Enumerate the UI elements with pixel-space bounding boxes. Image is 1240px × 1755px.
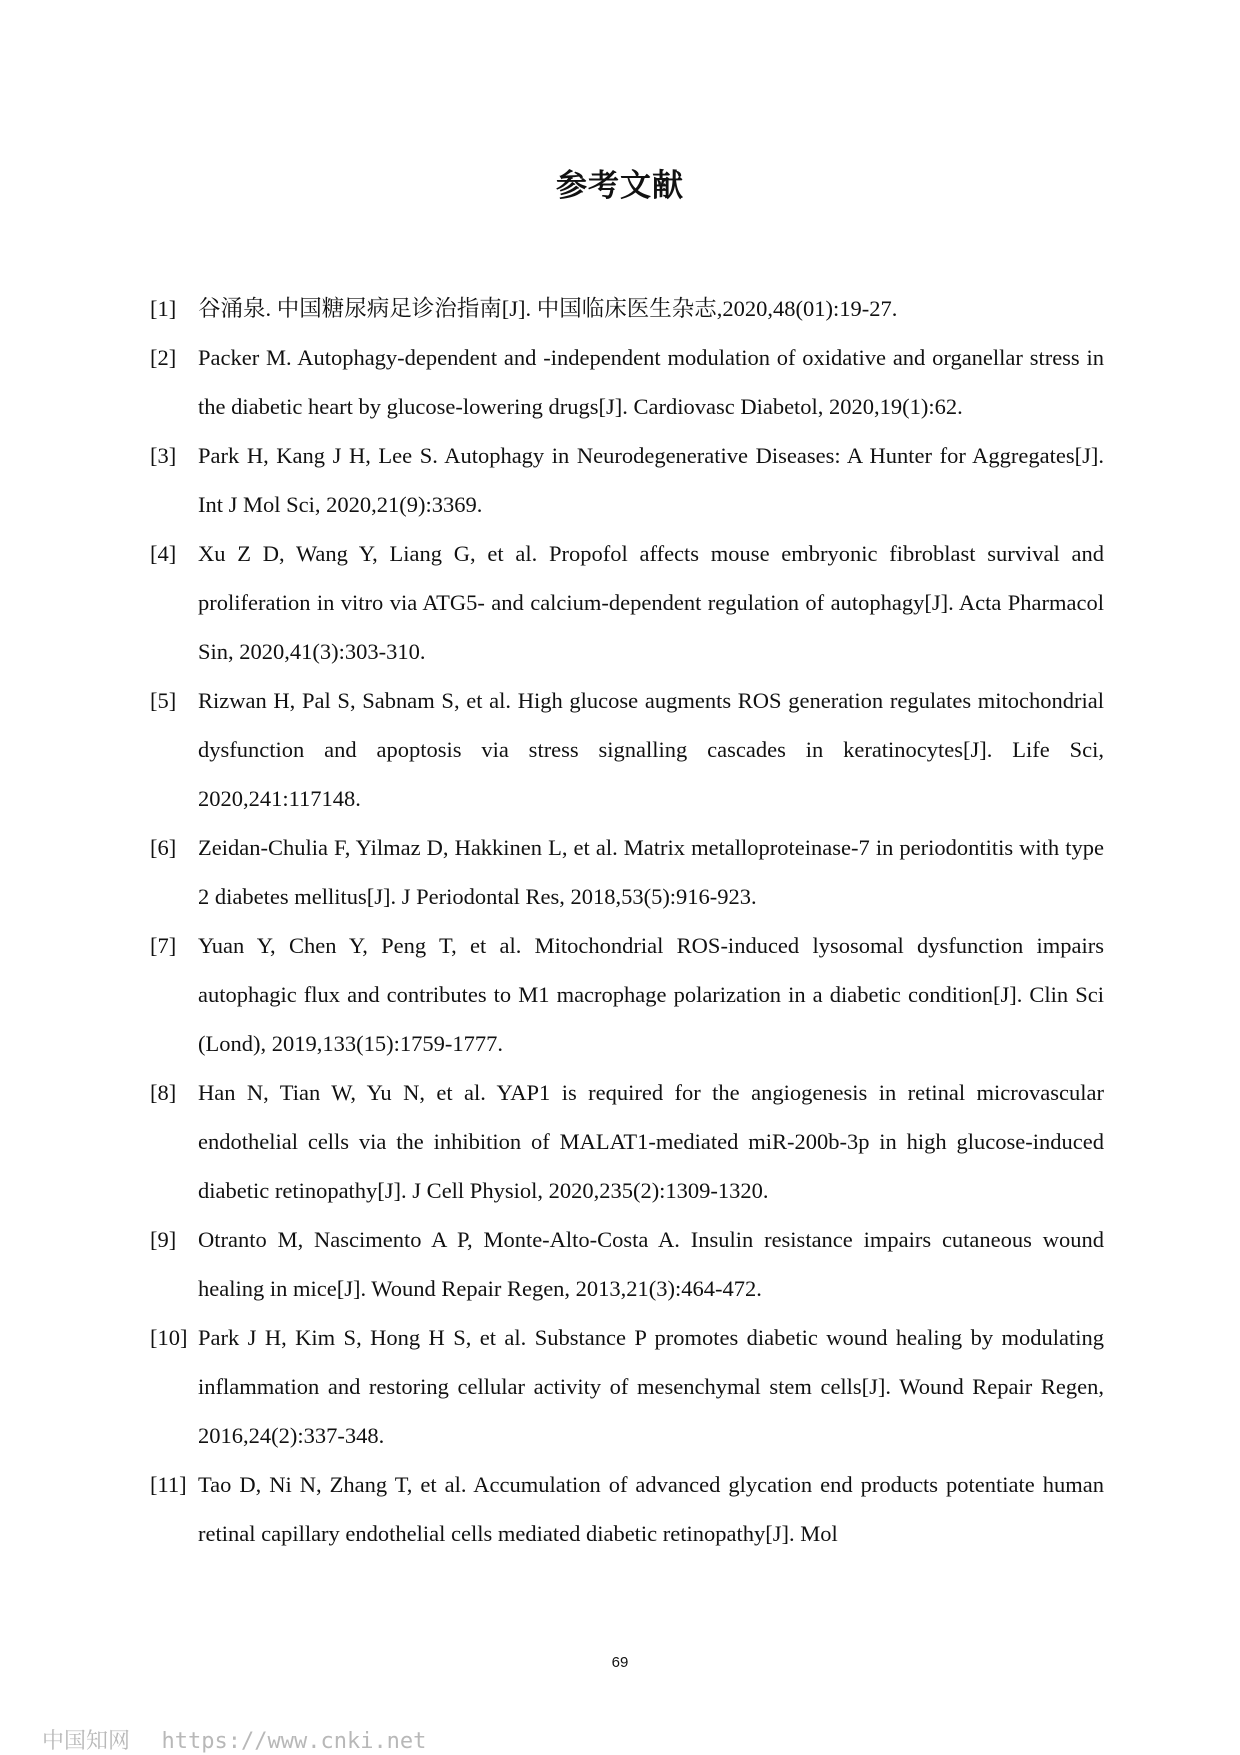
reference-number: [3] [150,443,177,468]
reference-number: [7] [150,933,177,958]
reference-text: Rizwan H, Pal S, Sabnam S, et al. High glucose augments ROS generation regulates mitochondrial dysfunction and apoptosis via stress signalling cascades in keratinocytes[J]. Life Sci, 2020,241:117148. [198,688,1104,811]
reference-number: [5] [150,688,177,713]
reference-item [150,823,1104,921]
reference-text: 谷涌泉. 中国糖尿病足诊治指南[J]. 中国临床医生杂志,2020,48(01):19-27. [198,296,898,321]
reference-text: Yuan Y, Chen Y, Peng T, et al. Mitochondrial ROS-induced lysosomal dysfunction impairs autophagic flux and contributes to M1 macrophage polarization in a diabetic condition[J]. Clin Sci (Lond), 2019,133(15):1759-1777. [198,933,1104,1056]
reference-number: [6] [150,835,177,860]
reference-text: Tao D, Ni N, Zhang T, et al. Accumulation of advanced glycation end products potentiate human retinal capillary endothelial cells mediated diabetic retinopathy[J]. Mol [198,1472,1104,1546]
reference-text: Park J H, Kim S, Hong H S, et al. Substance P promotes diabetic wound healing by modulating inflammation and restoring cellular activity of mesenchymal stem cells[J]. Wound Repair Regen, 2016,24(2):337-348. [198,1325,1104,1448]
reference-item [150,1460,1104,1558]
reference-number: [11] [150,1472,187,1497]
reference-item [150,1313,1104,1460]
reference-list [150,284,1104,1558]
reference-number: [10] [150,1325,188,1350]
reference-text: Otranto M, Nascimento A P, Monte-Alto-Costa A. Insulin resistance impairs cutaneous wound healing in mice[J]. Wound Repair Regen, 2013,21(3):464-472. [198,1227,1104,1301]
reference-number: [2] [150,345,177,370]
reference-number: [8] [150,1080,177,1105]
reference-text: Zeidan-Chulia F, Yilmaz D, Hakkinen L, et al. Matrix metalloproteinase-7 in periodontitis with type 2 diabetes mellitus[J]. J Periodontal Res, 2018,53(5):916-923. [198,835,1104,909]
reference-number: [9] [150,1227,177,1252]
reference-item [150,333,1104,431]
reference-number: [4] [150,541,177,566]
reference-text: Park H, Kang J H, Lee S. Autophagy in Neurodegenerative Diseases: A Hunter for Aggregates[J]. Int J Mol Sci, 2020,21(9):3369. [198,443,1104,517]
reference-item [150,1068,1104,1215]
reference-item [150,921,1104,1068]
page-number: 69 [611,1654,629,1671]
reference-text: Han N, Tian W, Yu N, et al. YAP1 is required for the angiogenesis in retinal microvascular endothelial cells via the inhibition of MALAT1-mediated miR-200b-3p in high glucose-induced diabetic retinopathy[J]. J Cell Physiol, 2020,235(2):1309-1320. [198,1080,1104,1203]
reference-item [150,284,1104,333]
reference-item [150,1215,1104,1313]
reference-item [150,529,1104,676]
watermark-brand: 中国知网 [42,1729,131,1754]
watermark [42,1724,426,1755]
reference-text: Xu Z D, Wang Y, Liang G, et al. Propofol affects mouse embryonic fibroblast survival and proliferation in vitro via ATG5- and calcium-dependent regulation of autophagy[J]. Acta Pharmacol Sin, 2020,41(3):303-310. [198,541,1104,664]
watermark-url: https://www.cnki.net [161,1729,427,1754]
page-title: 参考文献 [556,168,684,204]
reference-text: Packer M. Autophagy-dependent and -independent modulation of oxidative and organellar stress in the diabetic heart by glucose-lowering drugs[J]. Cardiovasc Diabetol, 2020,19(1):62. [198,345,1104,419]
reference-number: [1] [150,296,177,321]
reference-item [150,431,1104,529]
reference-item [150,676,1104,823]
